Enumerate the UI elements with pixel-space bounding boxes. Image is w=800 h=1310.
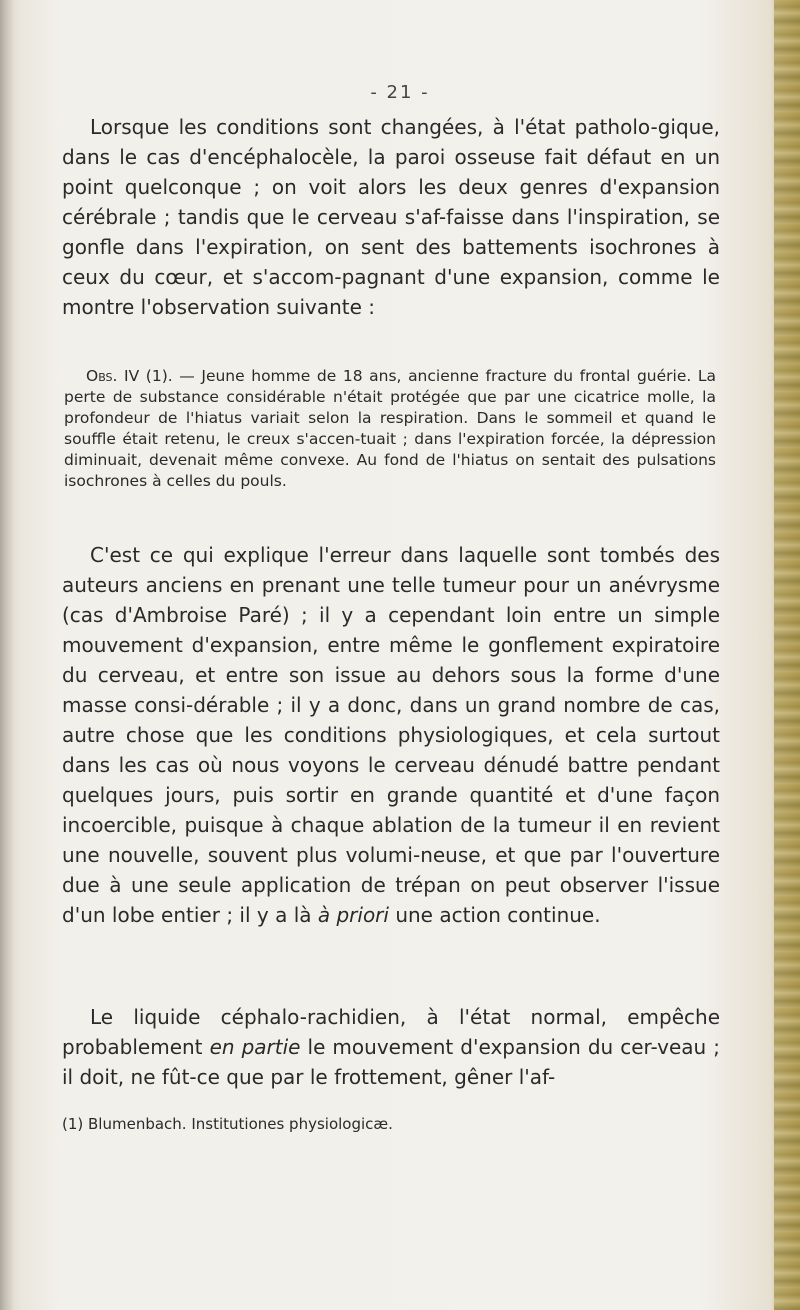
paragraph-3-italic: en partie <box>209 1035 301 1059</box>
footnote-block <box>62 1114 720 1134</box>
paragraph-2-text-b: une action continue. <box>388 903 601 927</box>
paragraph-3 <box>62 1002 720 1092</box>
page-left-edge <box>0 0 14 1310</box>
page-right-edge-stain <box>774 0 800 1310</box>
observation-label: Obs. IV (1). <box>86 367 173 385</box>
observation-block <box>64 366 716 492</box>
observation-text: — Jeune homme de 18 ans, ancienne fracture du frontal guérie. La perte de substance considérable n'était protégée que par une cicatrice molle, la profondeur de l'hiatus variait selon la respiration. Dans le sommeil et quand le souffle était retenu, le creux s'accen-tuait ; dans l'expiration forcée, la dépression diminuait, devenait même convexe. Au fond de l'hiatus on sentait des pulsations isochrones à celles du pouls. <box>64 367 717 490</box>
paragraph-3-text-b: le mouvement d'expansion du cer-veau ; il doit, ne fût-ce que par le frottement, gêner l'af- <box>62 1035 721 1089</box>
paragraph-2-italic: à priori <box>317 903 389 927</box>
paragraph-3-text-a: Le liquide céphalo-rachidien, à l'état normal, empêche probablement <box>62 1005 720 1059</box>
footnote: (1) Blumenbach. Institutiones physiologicæ. <box>62 1115 393 1133</box>
page-number: - 21 - <box>370 82 430 103</box>
paragraph-1-block <box>62 112 720 322</box>
paragraph-2-block <box>62 540 720 930</box>
observation-4 <box>64 366 716 492</box>
paragraph-2-text-a: C'est ce qui explique l'erreur dans laquelle sont tombés des auteurs anciens en prenant une telle tumeur pour un anévrysme (cas d'Ambroise Paré) ; il y a cependant loin entre un simple mouvement d'expansion, entre même le gonflement expiratoire du cerveau, et entre son issue au dehors sous la forme d'une masse consi-dérable ; il y a donc, dans un grand nombre de cas, autre chose que les conditions physiologiques, et cela surtout dans les cas où nous voyons le cerveau dénudé battre pendant quelques jours, puis sortir en grande quantité et d'une façon incoercible, puisque à chaque ablation de la tumeur il en revient une nouvelle, souvent plus volumi-neuse, et que par l'ouverture due à une seule application de trépan on peut observer l'issue d'un lobe entier ; il y a là <box>62 543 720 927</box>
paragraph-2 <box>62 540 720 930</box>
paragraph-3-block <box>62 1002 720 1092</box>
paragraph-1: Lorsque les conditions sont changées, à l'état patholo-gique, dans le cas d'encéphalocèle, la paroi osseuse fait défaut en un point quelconque ; on voit alors les deux genres d'expansion cérébrale ; tandis que le cerveau s'af-faisse dans l'inspiration, se gonfle dans l'expiration, on sent des battements isochrones à ceux du cœur, et s'accom-pagnant d'une expansion, comme le montre l'observation suivante : <box>62 115 720 319</box>
